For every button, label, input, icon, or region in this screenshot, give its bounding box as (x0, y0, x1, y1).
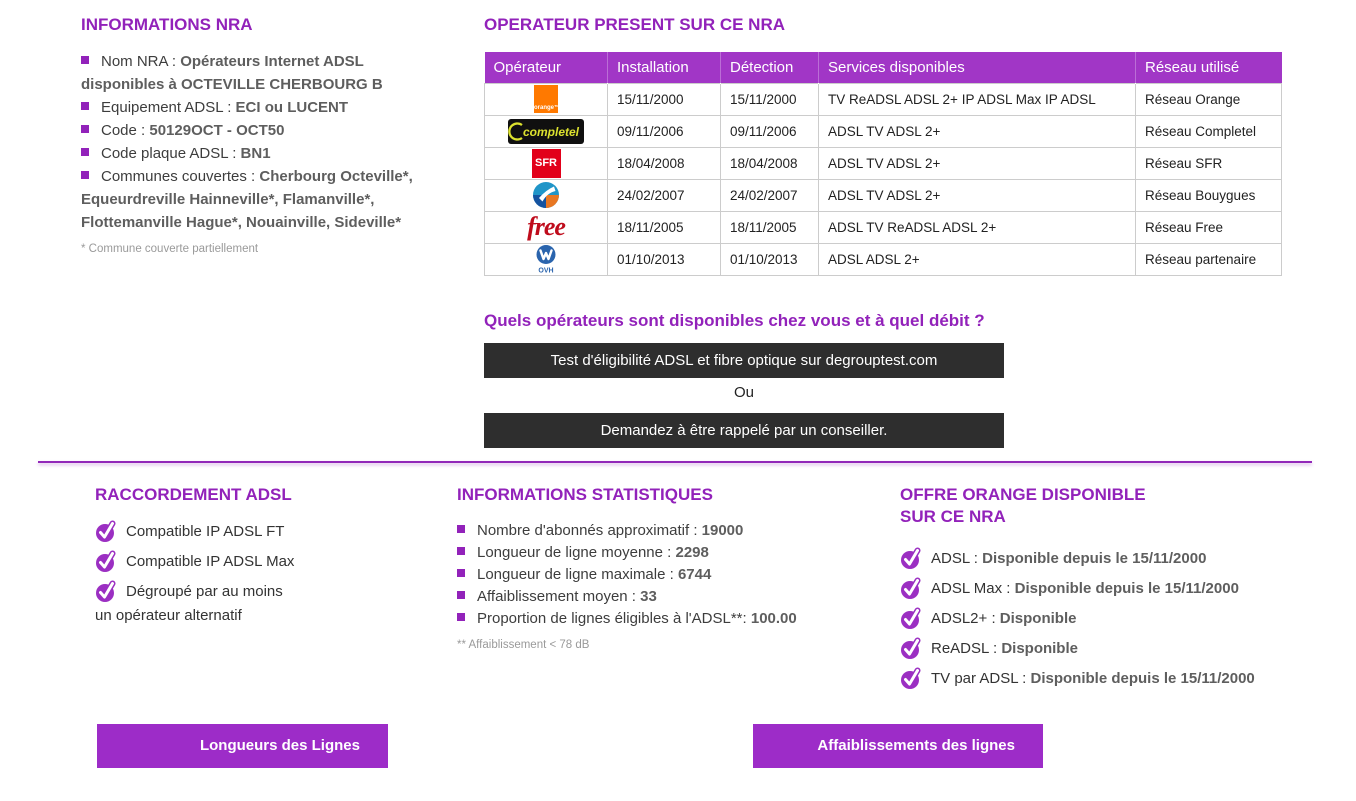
stat-item-abonnes (457, 520, 887, 542)
offer-label: TV par ADSL : (931, 670, 1031, 687)
cell-installation: 09/11/2006 (608, 115, 721, 147)
cell-installation: 24/02/2007 (608, 179, 721, 211)
square-bullet-icon (457, 547, 465, 555)
list-item-communes (81, 165, 433, 234)
statistics-section (457, 484, 887, 651)
orange-logo (534, 85, 561, 113)
cell-network: Réseau Free (1136, 211, 1282, 243)
offer-label: ADSL2+ : (931, 610, 1000, 627)
list-item-nom-nra (81, 50, 433, 96)
table-row-orange (485, 83, 1282, 115)
cell-installation: 01/10/2013 (608, 243, 721, 275)
offer-item-readsl (900, 634, 1320, 664)
operators-section (484, 14, 1281, 276)
offer-value: Disponible (1001, 640, 1078, 657)
stat-label: Affaiblissement moyen : (477, 588, 641, 605)
cell-installation: 15/11/2000 (608, 83, 721, 115)
square-bullet-icon (457, 525, 465, 533)
offer-item-adsl2plus (900, 604, 1320, 634)
cell-services: ADSL TV ADSL 2+ (819, 179, 1136, 211)
item-value: 50129OCT - OCT50 (149, 122, 285, 139)
offer-value: Disponible depuis le 15/11/2000 (1014, 580, 1239, 597)
callback-advisor-button[interactable]: Demandez à être rappelé par un conseiller. (484, 413, 1004, 448)
cell-operator (485, 243, 608, 275)
offre-orange-section (900, 484, 1320, 694)
cell-operator (485, 83, 608, 115)
affaiblissement-footnote: ** Affaiblissement < 78 dB (457, 639, 590, 651)
stat-item-affaiblissement (457, 586, 887, 608)
check-circle-icon (900, 637, 923, 660)
completel-logo (508, 119, 584, 144)
header-services: Services disponibles (819, 52, 1136, 83)
cell-services: ADSL TV ADSL 2+ (819, 147, 1136, 179)
item-label: Communes couvertes : (101, 168, 260, 185)
eligibility-question-title: Quels opérateurs sont disponibles chez vous et à quel débit ? (484, 311, 985, 330)
stat-item-longueur-moyenne (457, 542, 887, 564)
table-row-ovh (485, 243, 1282, 275)
operators-title: OPERATEUR PRESENT SUR CE NRA (484, 15, 785, 34)
check-circle-icon (900, 547, 923, 570)
bouygues-logo (532, 181, 560, 209)
item-label: Equipement ADSL : (101, 99, 236, 116)
offer-label: ADSL : (931, 550, 983, 567)
cell-network: Réseau SFR (1136, 147, 1282, 179)
completel-logo-text: completel (523, 124, 580, 139)
communes-footnote: * Commune couverte partiellement (81, 243, 259, 255)
check-item-label: Compatible IP ADSL FT (126, 523, 285, 540)
free-logo: free (527, 212, 565, 241)
offer-value: Disponible (999, 610, 1077, 627)
cell-network: Réseau Completel (1136, 115, 1282, 147)
header-operateur: Opérateur (485, 52, 608, 83)
cell-operator (485, 115, 608, 147)
stat-label: Nombre d'abonnés approximatif : (477, 522, 702, 539)
offer-item-adsl (900, 544, 1320, 574)
stat-item-proportion (457, 608, 887, 630)
check-item-ip-adsl-max (95, 550, 300, 574)
check-circle-icon (95, 520, 118, 543)
square-bullet-icon (457, 569, 465, 577)
cell-detection: 15/11/2000 (721, 83, 819, 115)
check-circle-icon (95, 580, 118, 603)
check-circle-icon (95, 550, 118, 573)
header-reseau: Réseau utilisé (1136, 52, 1282, 83)
cell-operator (485, 179, 608, 211)
offer-label: ADSL Max : (931, 580, 1015, 597)
offer-item-tv-adsl (900, 664, 1320, 694)
raccordement-section (95, 484, 300, 634)
statistics-title: INFORMATIONS STATISTIQUES (457, 485, 713, 504)
offer-value: Disponible depuis le 15/11/2000 (982, 550, 1207, 567)
cell-services: ADSL TV ADSL 2+ (819, 115, 1136, 147)
or-separator: Ou (733, 384, 754, 401)
square-bullet-icon (81, 171, 89, 179)
informations-nra-section (81, 14, 433, 255)
check-item-label: Compatible IP ADSL Max (126, 553, 295, 570)
offer-label: ReADSL : (931, 640, 1002, 657)
stat-value: 33 (640, 588, 657, 605)
header-detection: Détection (721, 52, 819, 83)
check-circle-icon (900, 577, 923, 600)
orange-logo-text: orange™ (534, 105, 561, 111)
ovh-logo-text: OVH (538, 267, 554, 274)
table-header-row (485, 52, 1282, 83)
stat-value: 19000 (701, 522, 744, 539)
list-item-code (81, 119, 433, 142)
square-bullet-icon (457, 613, 465, 621)
affaiblissements-des-lignes-button[interactable]: Affaiblissements des lignes (753, 724, 1043, 768)
header-installation: Installation (608, 52, 721, 83)
item-value: BN1 (240, 145, 271, 162)
check-item-ip-adsl-ft (95, 520, 300, 544)
item-value: Cherbourg Octeville*, Equeurdreville Hainneville*, Flamanville*, Flottemanville Hague*, Nouainville, Sideville* (81, 168, 413, 231)
cell-services: TV ReADSL ADSL 2+ IP ADSL Max IP ADSL (819, 83, 1136, 115)
square-bullet-icon (81, 56, 89, 64)
item-label: Code : (101, 122, 150, 139)
offre-title-line1: OFFRE ORANGE DISPONIBLE (900, 485, 1146, 504)
stat-label: Longueur de ligne moyenne : (477, 544, 676, 561)
item-label: Nom NRA : (101, 53, 181, 70)
cell-operator (485, 211, 608, 243)
offer-item-adsl-max (900, 574, 1320, 604)
operators-table (484, 52, 1282, 276)
offre-title-line2: SUR CE NRA (900, 507, 1006, 526)
square-bullet-icon (457, 591, 465, 599)
cell-detection: 01/10/2013 (721, 243, 819, 275)
stat-item-longueur-maximale (457, 564, 887, 586)
degrouptest-eligibility-button[interactable]: Test d'éligibilité ADSL et fibre optique sur degrouptest.com (484, 343, 1004, 378)
item-value: Opérateurs Internet ADSL disponibles à OCTEVILLE CHERBOURG B (81, 53, 383, 93)
list-item-equipement (81, 96, 433, 119)
cell-installation: 18/11/2005 (608, 211, 721, 243)
cell-detection: 18/11/2005 (721, 211, 819, 243)
eligibility-section (484, 310, 1016, 448)
check-circle-icon (900, 667, 923, 690)
cell-services: ADSL TV ReADSL ADSL 2+ (819, 211, 1136, 243)
longueurs-des-lignes-button[interactable]: Longueurs des Lignes (97, 724, 388, 768)
stat-label: Proportion de lignes éligibles à l'ADSL**: (477, 610, 751, 627)
cell-network: Réseau Bouygues (1136, 179, 1282, 211)
check-item-label: Dégroupé par au moins un opérateur alternatif (95, 583, 283, 624)
horizontal-divider (38, 461, 1312, 463)
stat-value: 6744 (677, 566, 712, 583)
table-row-free (485, 211, 1282, 243)
cell-services: ADSL ADSL 2+ (819, 243, 1136, 275)
offre-orange-title (900, 484, 1320, 528)
check-item-degroupe (95, 580, 300, 628)
sfr-logo-text: SFR (535, 157, 557, 169)
square-bullet-icon (81, 125, 89, 133)
cell-network: Réseau partenaire (1136, 243, 1282, 275)
square-bullet-icon (81, 102, 89, 110)
cell-installation: 18/04/2008 (608, 147, 721, 179)
item-value: ECI ou LUCENT (235, 99, 349, 116)
cell-detection: 24/02/2007 (721, 179, 819, 211)
table-row-completel (485, 115, 1282, 147)
stat-value: 2298 (675, 544, 709, 561)
check-circle-icon (900, 607, 923, 630)
cell-detection: 09/11/2006 (721, 115, 819, 147)
item-label: Code plaque ADSL : (101, 145, 241, 162)
cell-operator (485, 147, 608, 179)
list-item-code-plaque (81, 142, 433, 165)
ovh-logo (532, 244, 560, 274)
cell-detection: 18/04/2008 (721, 147, 819, 179)
nra-info-list (81, 50, 433, 234)
stat-label: Longueur de ligne maximale : (477, 566, 678, 583)
table-row-sfr (485, 147, 1282, 179)
table-row-bouygues (485, 179, 1282, 211)
informations-nra-title: INFORMATIONS NRA (81, 15, 253, 34)
cell-network: Réseau Orange (1136, 83, 1282, 115)
sfr-logo (532, 149, 561, 178)
square-bullet-icon (81, 148, 89, 156)
raccordement-title: RACCORDEMENT ADSL (95, 485, 292, 504)
stat-value: 100.00 (750, 610, 797, 627)
offer-value: Disponible depuis le 15/11/2000 (1030, 670, 1255, 687)
